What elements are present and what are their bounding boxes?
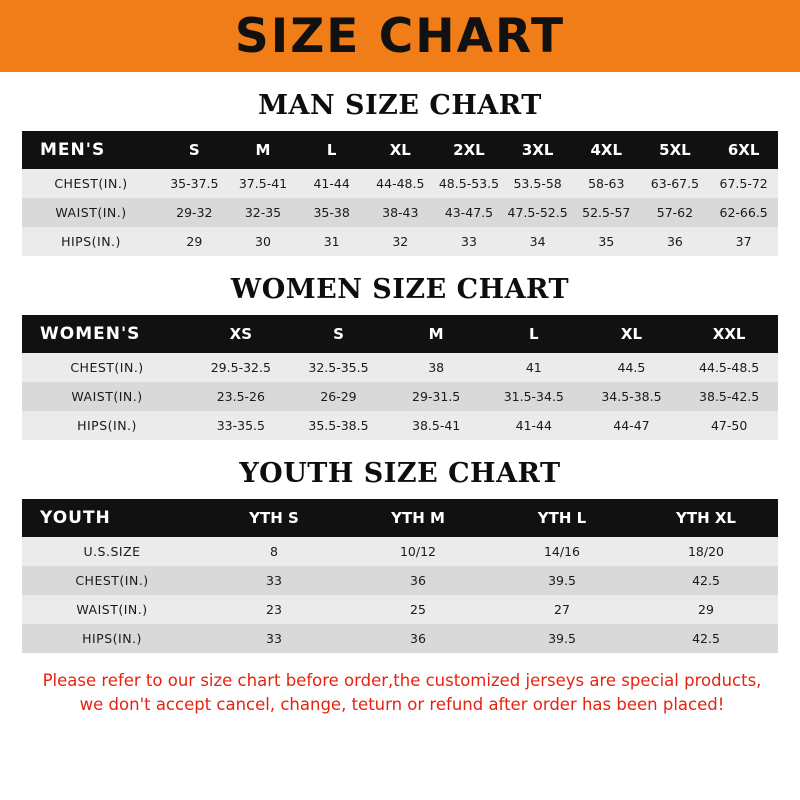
table-cell: 29-31.5 <box>412 389 461 404</box>
table-cell: 38.5-42.5 <box>699 389 760 404</box>
table-cell: 32 <box>392 234 409 249</box>
section-title-man: MAN SIZE CHART <box>258 90 542 121</box>
column-header: YTH L <box>537 509 587 527</box>
table-cell: 23 <box>266 602 282 617</box>
table-row <box>22 595 778 624</box>
table-cell: 67.5-72 <box>719 176 768 191</box>
column-header: 5XL <box>659 141 691 159</box>
column-header: YTH XL <box>676 509 736 527</box>
column-header: L <box>326 141 337 159</box>
column-header: 6XL <box>727 141 760 159</box>
table-row <box>22 624 778 653</box>
table-cell: 32.5-35.5 <box>308 360 369 375</box>
table-cell: 29 <box>698 602 714 617</box>
column-header: 4XL <box>590 141 623 159</box>
table-cell: 42.5 <box>692 631 720 646</box>
row-label: CHEST(IN.) <box>75 573 149 588</box>
column-header: YTH S <box>249 509 299 527</box>
table-cell: 14/16 <box>543 544 581 559</box>
row-label: HIPS(IN.) <box>61 234 121 249</box>
column-header: XS <box>229 325 253 343</box>
column-header: YOUTH <box>40 508 111 528</box>
table-cell: 37 <box>735 234 752 249</box>
column-header: XL <box>620 325 643 343</box>
table-cell: 48.5-53.5 <box>438 176 500 191</box>
table-cell: 44-48.5 <box>376 176 425 191</box>
table-cell: 43-47.5 <box>444 205 494 220</box>
table-cell: 33 <box>266 573 282 588</box>
table-cell: 25 <box>410 602 426 617</box>
section-title-youth: YOUTH SIZE CHART <box>239 458 561 489</box>
column-header: YTH M <box>391 509 445 527</box>
chart-content <box>0 90 800 717</box>
page-title: SIZE CHART <box>234 8 566 64</box>
table-cell: 31 <box>323 234 340 249</box>
table-row <box>22 353 778 382</box>
header-bar <box>0 0 800 72</box>
table-cell: 36 <box>410 631 426 646</box>
table-cell: 33 <box>266 631 282 646</box>
table-cell: 52.5-57 <box>582 205 631 220</box>
table-row <box>22 566 778 595</box>
footer-note-line-1: Please refer to our size chart before order,the customized jerseys are special products, <box>42 671 762 690</box>
table-cell: 39.5 <box>548 573 576 588</box>
table-cell: 57-62 <box>656 205 694 220</box>
table-cell: 41-44 <box>313 176 350 191</box>
table-cell: 27 <box>554 602 570 617</box>
table-cell: 38-43 <box>382 205 419 220</box>
table-cell: 58-63 <box>588 176 625 191</box>
table-cell: 39.5 <box>548 631 576 646</box>
table-cell: 18/20 <box>687 544 725 559</box>
column-header: L <box>529 325 539 343</box>
table-row <box>22 382 778 411</box>
table-cell: 53.5-58 <box>513 176 562 191</box>
footer-note-line-2: we don't accept cancel, change, teturn or refund after order has been placed! <box>79 694 725 714</box>
table-row <box>22 411 778 440</box>
table-row <box>22 227 778 256</box>
table-cell: 38.5-41 <box>412 418 461 433</box>
table-cell: 44.5 <box>617 360 646 375</box>
row-label: HIPS(IN.) <box>82 631 142 646</box>
table-cell: 63-67.5 <box>650 176 700 191</box>
column-header: 2XL <box>453 141 485 159</box>
table-cell: 62-66.5 <box>719 205 768 220</box>
table-cell: 35-37.5 <box>170 176 219 191</box>
table-cell: 44-47 <box>613 418 650 433</box>
table-cell: 33-35.5 <box>216 418 265 433</box>
table-cell: 47.5-52.5 <box>507 205 568 220</box>
table-cell: 8 <box>270 544 278 559</box>
row-label: WAIST(IN.) <box>55 205 127 220</box>
row-label: WAIST(IN.) <box>76 602 148 617</box>
table-cell: 42.5 <box>692 573 720 588</box>
table-cell: 34.5-38.5 <box>601 389 662 404</box>
table-row <box>22 169 778 198</box>
column-header: M <box>255 141 271 159</box>
table-cell: 35 <box>598 234 615 249</box>
row-label: HIPS(IN.) <box>77 418 137 433</box>
table-cell: 31.5-34.5 <box>503 389 564 404</box>
table-cell: 29.5-32.5 <box>210 360 271 375</box>
women-size-table <box>22 315 778 440</box>
table-cell: 41 <box>525 360 542 375</box>
youth-size-table <box>22 499 778 653</box>
column-header: 3XL <box>521 141 554 159</box>
table-cell: 36 <box>410 573 426 588</box>
column-header: XXL <box>712 325 746 343</box>
table-row <box>22 537 778 566</box>
table-cell: 41-44 <box>515 418 552 433</box>
column-header: M <box>428 325 444 343</box>
footer-note <box>22 669 782 717</box>
table-cell: 29 <box>186 234 203 249</box>
table-row <box>22 198 778 227</box>
table-cell: 36 <box>666 234 683 249</box>
table-cell: 30 <box>255 234 271 249</box>
column-header: WOMEN'S <box>40 324 141 344</box>
table-cell: 47-50 <box>710 418 748 433</box>
table-header-row <box>22 315 778 353</box>
row-label: CHEST(IN.) <box>54 176 128 191</box>
row-label: CHEST(IN.) <box>70 360 144 375</box>
row-label: WAIST(IN.) <box>71 389 143 404</box>
table-cell: 26-29 <box>320 389 357 404</box>
table-cell: 34 <box>529 234 546 249</box>
table-cell: 35-38 <box>313 205 350 220</box>
column-header: XL <box>389 141 411 159</box>
table-header-row <box>22 499 778 537</box>
table-cell: 38 <box>428 360 445 375</box>
column-header: S <box>188 141 200 159</box>
column-header: MEN'S <box>40 140 106 160</box>
table-cell: 32-35 <box>244 205 282 220</box>
row-label: U.S.SIZE <box>83 544 141 559</box>
table-cell: 29-32 <box>176 205 213 220</box>
table-cell: 35.5-38.5 <box>308 418 369 433</box>
section-title-women: WOMEN SIZE CHART <box>230 274 570 305</box>
table-cell: 23.5-26 <box>216 389 265 404</box>
table-cell: 37.5-41 <box>238 176 288 191</box>
table-cell: 10/12 <box>399 544 437 559</box>
table-cell: 33 <box>461 234 477 249</box>
man-size-table <box>22 131 778 256</box>
table-cell: 44.5-48.5 <box>699 360 760 375</box>
column-header: S <box>333 325 344 343</box>
table-header-row <box>22 131 778 169</box>
